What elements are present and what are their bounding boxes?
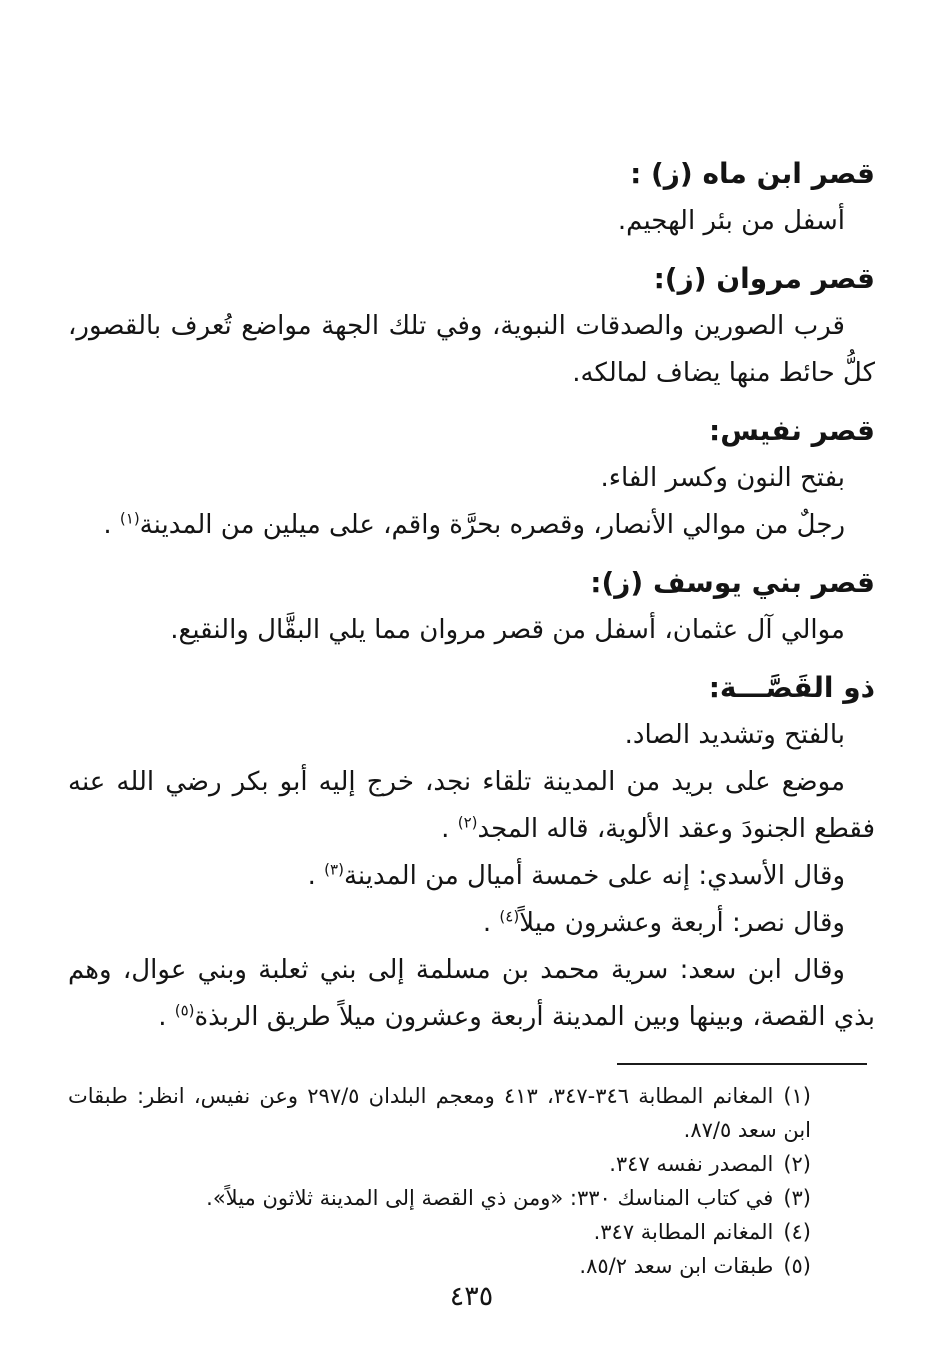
paragraph-text: موالي آل عثمان، أسفل من قصر مروان مما يلي البقَّال والنقيع.	[170, 615, 845, 645]
paragraph	[68, 455, 875, 502]
footnote-marker: (٢)	[457, 813, 478, 832]
footnote	[68, 1181, 811, 1215]
footnote-text: المغانم المطابة ٣٤٦-٣٤٧، ٤١٣ ومعجم البلدان ٢٩٧/٥ وعن نفيس، انظر: طبقات ابن سعد ٨٧/٥.	[68, 1084, 811, 1142]
section	[68, 150, 875, 245]
paragraph	[68, 947, 875, 1041]
paragraph-text: بفتح النون وكسر الفاء.	[600, 463, 845, 493]
footnote-number: (٢)	[783, 1152, 811, 1176]
footnote-text: المغانم المطابة ٣٤٧.	[593, 1220, 774, 1244]
paragraph-tail: .	[441, 814, 458, 844]
paragraph-text: وقال ابن سعد: سرية محمد بن مسلمة إلى بني ثعلبة وبني عوال، وهم بذي القصة، وبينها وبين المدينة أربعة وعشرون ميلاً طريق الربذة	[68, 955, 875, 1032]
footnote-number: (١)	[783, 1084, 811, 1108]
paragraph-text: قرب الصورين والصدقات النبوية، وفي تلك الجهة مواضع تُعرف بالقصور، كلُّ حائط منها يضاف لمالكه.	[68, 311, 875, 388]
footnote-separator	[617, 1063, 867, 1065]
paragraph-text: رجلٌ من موالي الأنصار، وقصره بحرَّة واقم، على ميلين من المدينة	[139, 510, 845, 540]
footnote-text: المصدر نفسه ٣٤٧.	[609, 1152, 774, 1176]
section-heading: قصر بني يوسف (ز):	[590, 566, 875, 599]
footnote-number: (٤)	[783, 1220, 811, 1244]
paragraph-text: بالفتح وتشديد الصاد.	[624, 720, 845, 750]
paragraph	[68, 303, 875, 397]
footnote	[68, 1249, 811, 1283]
paragraph-text: موضع على بريد من المدينة تلقاء نجد، خرج إليه أبو بكر رضي الله عنه فقطع الجنودَ وعقد الألوية، قاله المجد	[68, 767, 875, 844]
footnote-number: (٣)	[783, 1186, 811, 1210]
paragraph	[68, 198, 875, 245]
section-heading: ذو القَصَّـــة:	[708, 671, 875, 704]
paragraph	[68, 712, 875, 759]
footnote	[68, 1215, 811, 1249]
section	[68, 407, 875, 549]
footnote-marker: (١)	[119, 509, 140, 528]
footnote-marker: (٣)	[324, 860, 344, 879]
paragraph-text: أسفل من بئر الهجيم.	[617, 206, 845, 236]
footnote-text: طبقات ابن سعد ٨٥/٢.	[579, 1254, 774, 1278]
paragraph-tail: .	[103, 510, 120, 540]
section	[68, 559, 875, 654]
page-number: ٤٣٥	[449, 1281, 494, 1312]
section-heading: قصر نفيس:	[709, 414, 875, 447]
footnotes	[68, 1079, 875, 1283]
footnote-text: في كتاب المناسك ٣٣٠: «ومن ذي القصة إلى المدينة ثلاثون ميلاً».	[206, 1186, 774, 1210]
paragraph	[68, 759, 875, 853]
paragraph	[68, 607, 875, 654]
paragraph-text: وقال نصر: أربعة وعشرون ميلاً	[519, 908, 845, 938]
section-heading: قصر مروان (ز):	[653, 262, 875, 295]
paragraph	[68, 853, 875, 900]
paragraph	[68, 502, 875, 549]
footnote	[68, 1147, 811, 1181]
section	[68, 664, 875, 1041]
footnote-marker: (٥)	[174, 1001, 195, 1020]
footnote-number: (٥)	[783, 1254, 811, 1278]
section-heading: قصر ابن ماه (ز) :	[630, 157, 875, 190]
paragraph	[68, 900, 875, 947]
text-sections	[68, 150, 875, 1041]
section	[68, 255, 875, 397]
paragraph-tail: .	[482, 908, 500, 938]
footnote	[68, 1079, 811, 1147]
footnote-marker: (٤)	[499, 907, 520, 926]
paragraph-tail: .	[158, 1002, 175, 1032]
paragraph-text: وقال الأسدي: إنه على خمسة أميال من المدينة	[343, 861, 845, 891]
paragraph-tail: .	[307, 861, 325, 891]
